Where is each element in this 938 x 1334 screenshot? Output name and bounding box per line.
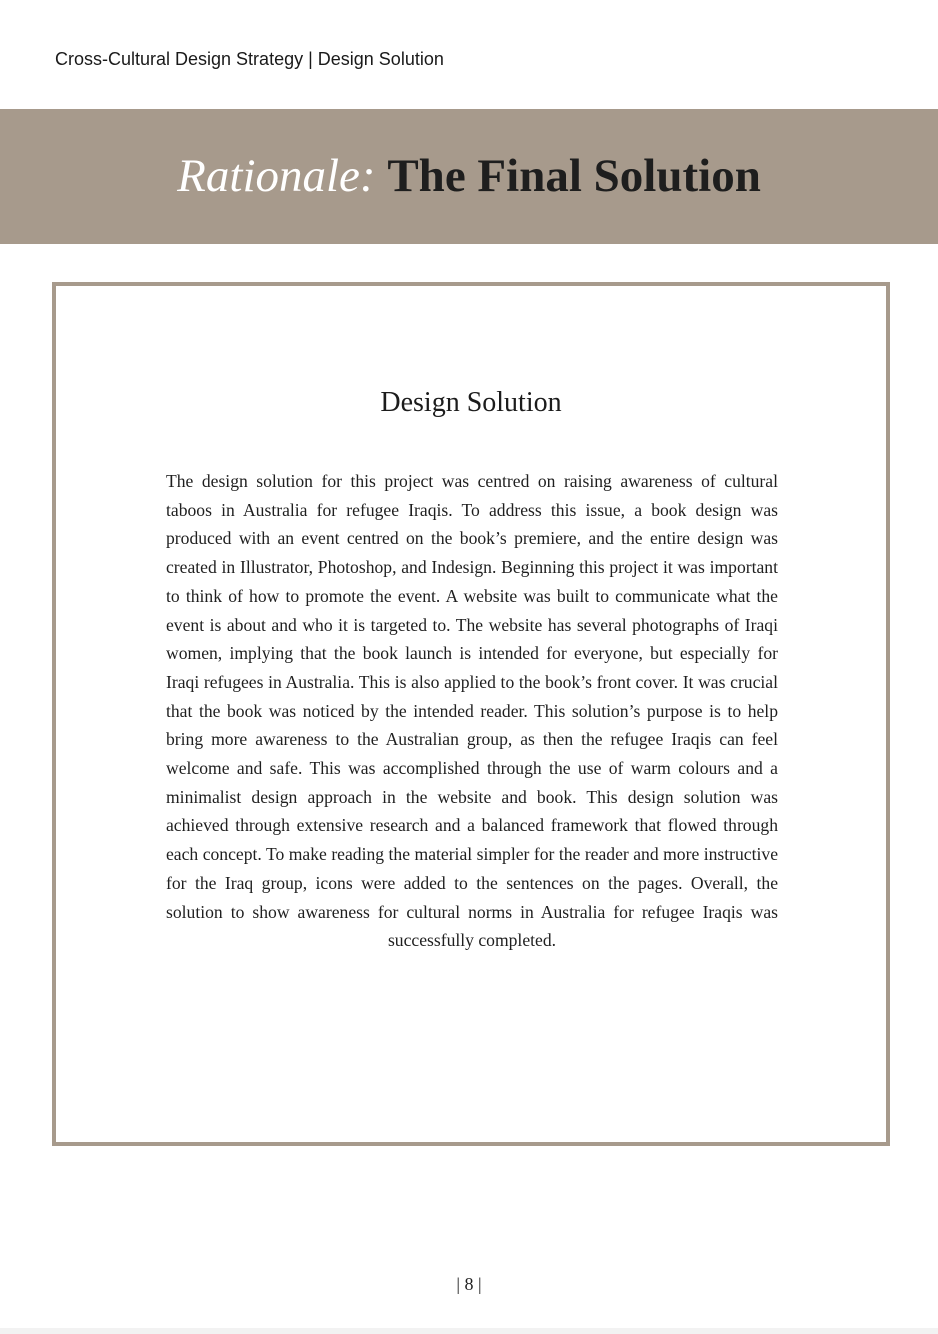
page-title-bold: The Final Solution <box>387 150 761 202</box>
page-number: | 8 | <box>456 1274 482 1294</box>
page-title-italic: Rationale: <box>177 150 376 202</box>
content-box <box>52 282 890 1146</box>
footer-strip <box>0 1328 938 1334</box>
running-header: Cross-Cultural Design Strategy | Design Solution <box>55 49 444 69</box>
section-heading: Design Solution <box>380 387 562 418</box>
body-paragraph: The design solution for this project was centred on raising awareness of cultural taboos in Australia for refugee Iraqis. To address this issue, a book design was produced with an event centred on the book’s premiere, and the entire design was created in Illustrator, Photoshop, and Indesign. Beginning this project it was important to think of how to promote the event. A website was built to communicate what the event is about and who it is targeted to. The website has several photographs of Iraqi women, implying that the book launch is intended for everyone, but especially for Iraqi refugees in Australia. This is also applied to the book’s front cover. It was crucial that the book was noticed by the intended reader. This solution’s purpose is to help bring more awareness to the Australian group, as then the refugee Iraqis can feel welcome and safe. This was accomplished through the use of warm colours and a minimalist design approach in the website and book. This design solution was achieved through extensive research and a balanced framework that flowed through each concept. To make reading the material simpler for the reader and more instructive for the Iraq group, icons were added to the sentences on the pages. Overall, the solution to show awareness for cultural norms in Australia for refugee Iraqis was successfully completed. <box>166 471 778 951</box>
title-band <box>0 109 938 244</box>
page-title <box>177 150 761 202</box>
